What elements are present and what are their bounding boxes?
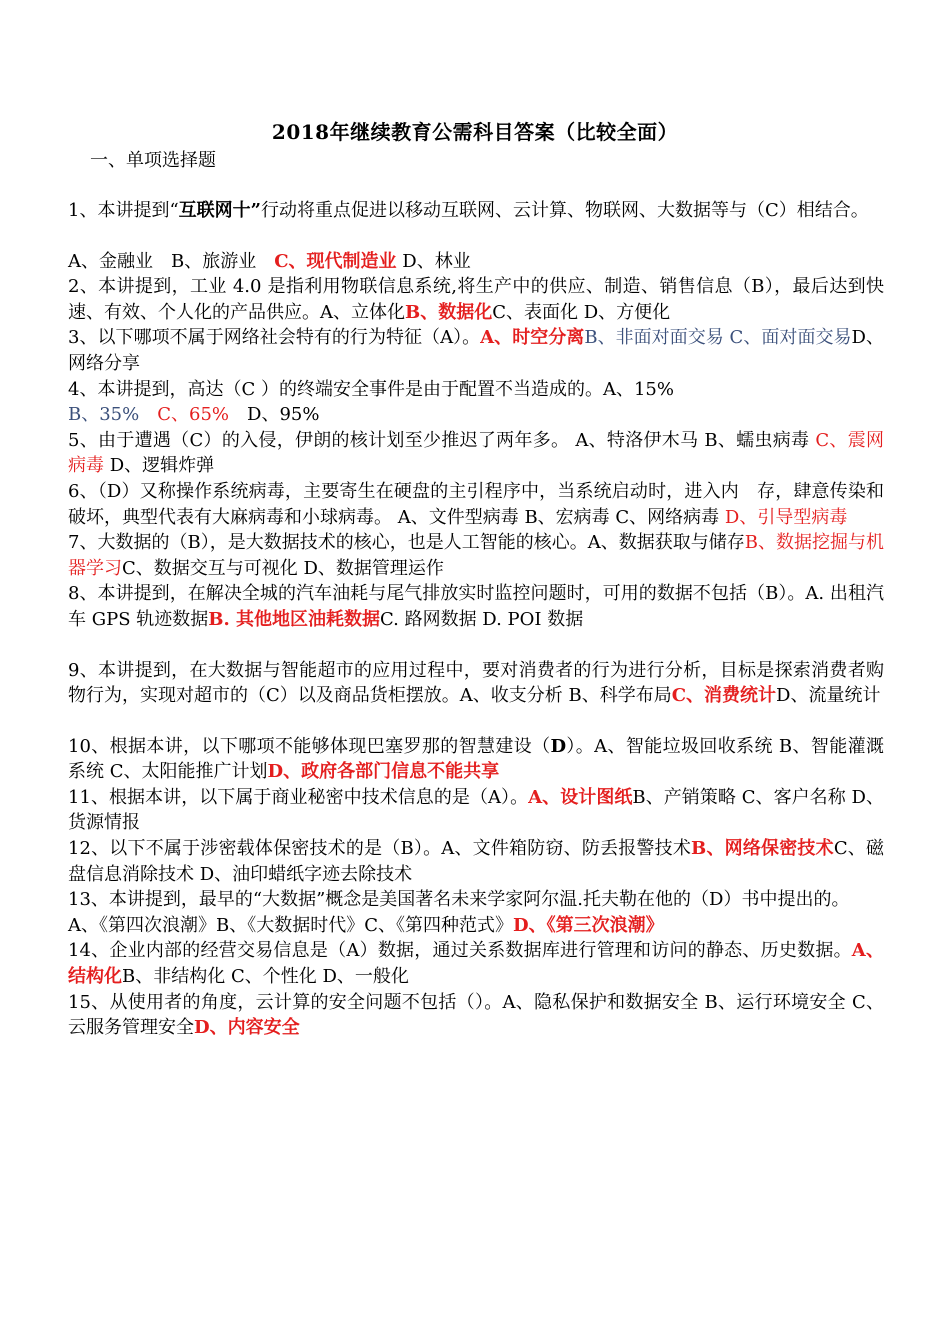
question-text: 3、以下哪项不属于网络社会特有的行为特征（A）。 [68, 327, 481, 349]
question-text: 1、本讲提到“ [68, 200, 179, 221]
question-text: 10、根据本讲，以下哪项不能够体现巴塞罗那的智慧建设（ [68, 735, 551, 757]
question-10 [68, 734, 884, 785]
question-6 [68, 479, 884, 530]
question-text: 8、本讲提到，在解决全城的汽车油耗与尾气排放实时监控问题时，可用的数据不包括（B）。A. 出租汽车 GPS 轨迹数据 [68, 583, 884, 630]
question-2 [68, 274, 884, 325]
page-title: 2018年继续教育公需科目答案（比较全面） [271, 120, 679, 144]
question-13 [68, 887, 884, 913]
question-8 [68, 581, 884, 632]
question-text: 11、根据本讲，以下属于商业秘密中技术信息的是（A）。 [68, 786, 529, 808]
answer-highlight: D、《第三次浪潮》 [513, 914, 664, 936]
option-text: D、网络分享 [68, 327, 884, 374]
question-text: 行动将重点促进以移动互联网、云计算、物联网、大数据等与（C）相结合。 [261, 200, 869, 221]
answer-highlight: D、政府各部门信息不能共享 [267, 761, 500, 783]
question-11 [68, 785, 884, 836]
answer-highlight: D、引导型病毒 [724, 506, 848, 528]
option-text: C、表面化 D、方便化 [492, 301, 671, 323]
question-5 [68, 428, 884, 479]
question-keyword: D [550, 735, 567, 757]
question-text: 14、企业内部的经营交易信息是（A）数据，通过关系数据库进行管理和访问的静态、历史数据。 [68, 940, 852, 962]
option-text: B、非面对面交易 C、面对面交易 [584, 327, 852, 349]
option-text: A、《第四次浪潮》B、《大数据时代》C、《第四种范式》 [68, 914, 513, 936]
answer-highlight: C、现代制造业 [274, 250, 397, 272]
option-text: A、金融业 B、旅游业 [68, 250, 275, 272]
answer-highlight: D、内容安全 [194, 1017, 300, 1039]
question-text: 15、从使用者的角度，云计算的安全问题不包括（）。A、隐私保护和数据安全 B、运行环境安全 C、云服务管理安全 [68, 991, 884, 1039]
option-text: ）。A、智能垃圾回收系统 B、智能灌溉系统 C、太阳能推广计划 [68, 735, 884, 783]
option-text: B、产销策略 C、客户名称 D、货源情报 [68, 786, 885, 834]
option-text: C、磁盘信息消除技术 D、油印蜡纸字迹去除技术 [68, 838, 884, 885]
answer-highlight: B、数据挖掘与机器学习 [68, 532, 884, 579]
question-9 [68, 658, 884, 709]
answer-highlight: C、65% [157, 404, 230, 426]
question-7 [68, 530, 884, 581]
answer-highlight: A、设计图纸 [528, 786, 633, 808]
option-text: C. 路网数据 D. POI 数据 [380, 608, 584, 630]
answer-highlight: C、消费统计 [671, 685, 777, 707]
option-text: C、数据交互与可视化 D、数据管理运作 [122, 557, 444, 579]
question-15 [68, 990, 884, 1041]
question-13-options [68, 913, 884, 939]
answer-highlight: C、震网病毒 [68, 429, 884, 477]
option-text: D、95% [229, 404, 320, 426]
answer-highlight: A、时空分离 [480, 327, 585, 349]
answer-highlight: B、网络保密技术 [691, 838, 834, 860]
option-text: B、35% [68, 404, 158, 426]
section-heading: 一、单项选择题 [90, 150, 216, 171]
question-text: 9、本讲提到，在大数据与智能超市的应用过程中，要对消费者的行为进行分析，目标是探索消费者购物行为，实现对超市的（C）以及商品货柜摆放。A、收支分析 B、科学布局 [68, 659, 884, 707]
answer-highlight: A、结构化 [68, 940, 884, 988]
question-4 [68, 377, 884, 428]
option-text: D、逻辑炸弹 [104, 455, 215, 477]
question-text: 12、以下不属于涉密载体保密技术的是（B）。A、文件箱防窃、防丢报警技术 [68, 838, 692, 860]
question-12 [68, 836, 884, 887]
question-text: 7、大数据的（B），是大数据技术的核心，也是人工智能的核心。A、数据获取与储存 [68, 532, 745, 554]
question-text: 2、本讲提到，工业 4.0 是指利用物联信息系统,将生产中的供应、制造、销售信息（B），最后达到快速、有效、个人化的产品供应。A、立体化 [68, 276, 884, 323]
question-text: 4、本讲提到，高达（C ）的终端安全事件是由于配置不当造成的。A、15% [68, 378, 674, 400]
question-text: 13、本讲提到，最早的“大数据”概念是美国著名未来学家阿尔温.托夫勒在他的（D）书中提出的。 [68, 889, 850, 911]
question-14 [68, 938, 884, 989]
question-text: 6、（D）又称操作系统病毒，主要寄生在硬盘的主引程序中，当系统启动时，进入内 存，肆意传染和破坏，典型代表有大麻病毒和小球病毒。 A、文件型病毒 B、宏病毒 C、网络病毒 [68, 480, 884, 528]
option-text: B、非结构化 C、个性化 D、一般化 [122, 966, 409, 988]
question-keyword: 互联网十” [178, 200, 262, 221]
question-3 [68, 325, 884, 376]
answer-highlight: B、数据化 [405, 301, 493, 323]
question-text: 5、由于遭遇（C）的入侵，伊朗的核计划至少推迟了两年多。 A、特洛伊木马 B、蠕虫病毒 [68, 429, 816, 451]
question-1 [68, 198, 884, 224]
option-text: D、流量统计 [776, 685, 881, 707]
answer-highlight: B. 其他地区油耗数据 [208, 608, 381, 630]
option-text: D、林业 [396, 250, 471, 272]
question-1-options [68, 249, 884, 275]
question-list [68, 198, 884, 1041]
